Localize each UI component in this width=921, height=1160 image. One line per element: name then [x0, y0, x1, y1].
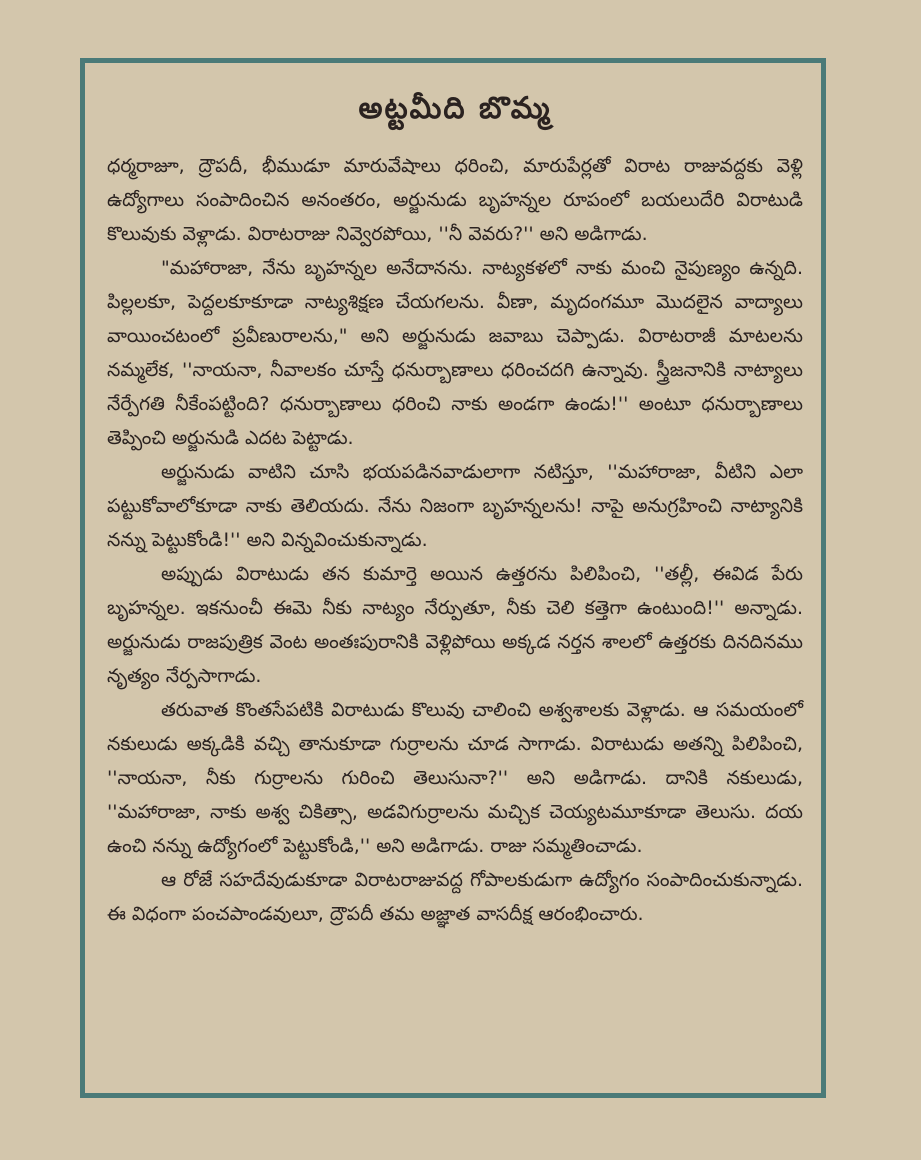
paragraph-3: అర్జునుడు వాటిని చూసి భయపడినవాడులాగా నటిస్తూ, ''మహారాజా, వీటిని ఎలా పట్టుకోవాలోకూడా నాకు తెలియదు. నేను నిజంగా బృహన్నలను! నాపై అనుగ్రహించి నాట్యానికి నన్ను పెట్టుకోండి!'' అని విన్నవించుకున్నాడు. — [107, 461, 803, 551]
paragraph-2: "మహారాజా, నేను బృహన్నల అనేదానను. నాట్యకళలో నాకు మంచి నైపుణ్యం ఉన్నది. పిల్లలకూ, పెద్దలకూకూడా నాట్యశిక్షణ చేయగలను. వీణా, మృదంగమూ మొదలైన వాద్యాలు వాయించటంలో ప్రవీణురాలను," అని అర్జునుడు జవాబు చెప్పాడు. విరాటరాజీ మాటలను నమ్మలేక, ''నాయనా, నీవాలకం చూస్తే ధనుర్బాణాలు ధరించదగి ఉన్నావు. స్త్రీజనానికి నాట్యాలు నేర్పేగతి నీకేంపట్టింది? ధనుర్బాణాలు ధరించి నాకు అండగా ఉండు!'' అంటూ ధనుర్బాణాలు తెప్పించి అర్జునుడి ఎదట పెట్టాడు. — [107, 257, 803, 449]
paragraph-5: తరువాత కొంతసేపటికి విరాటుడు కొలువు చాలించి అశ్వశాలకు వెళ్లాడు. ఆ సమయంలో నకులుడు అక్కడికి వచ్చి తానుకూడా గుర్రాలను చూడ సాగాడు. విరాటుడు అతన్ని పిలిపించి, ''నాయనా, నీకు గుర్రాలను గురించి తెలుసునా?'' అని అడిగాడు. దానికి నకులుడు, ''మహారాజా, నాకు అశ్వ చికిత్సా, అడవిగుర్రాలను మచ్చిక చెయ్యటమూకూడా తెలుసు. దయ ఉంచి నన్ను ఉద్యోగంలో పెట్టుకోండి,'' అని అడిగాడు. రాజు సమ్మతించాడు. — [107, 699, 803, 857]
paragraph-4: అప్పుడు విరాటుడు తన కుమార్తె అయిన ఉత్తరను పిలిపించి, ''తల్లీ, ఈవిడ పేరు బృహన్నల. ఇకనుంచీ ఈమె నీకు నాట్యం నేర్పుతూ, నీకు చెలి కత్తెగా ఉంటుంది!'' అన్నాడు. అర్జునుడు రాజపుత్రిక వెంట అంతఃపురానికి వెళ్లిపోయి అక్కడ నర్తన శాలలో ఉత్తరకు దినదినము నృత్యం నేర్పసాగాడు. — [107, 563, 803, 687]
page-border-frame — [80, 58, 826, 1098]
paragraph-6: ఆ రోజే సహదేవుడుకూడా విరాటరాజువద్ద గోపాలకుడుగా ఉద్యోగం సంపాదించుకున్నాడు. ఈ విధంగా పంచపాండవులూ, ద్రౌపదీ తమ అజ్ఞాత వాసదీక్ష ఆరంభించారు. — [107, 869, 803, 925]
paragraph-1: ధర్మరాజూ, ద్రౌపదీ, భీముడూ మారువేషాలు ధరించి, మారుపేర్లతో విరాట రాజువద్దకు వెళ్లి ఉద్యోగాలు సంపాదించిన అనంతరం, అర్జునుడు బృహన్నల రూపంలో బయలుదేరి విరాటుడి కొలువుకు వెళ్లాడు. విరాటరాజు నివ్వెరపోయి, ''నీ వెవరు?'' అని అడిగాడు. — [107, 155, 803, 245]
text-area — [85, 63, 821, 1093]
page-title: అట్టమీది బొమ్మ — [358, 91, 552, 126]
